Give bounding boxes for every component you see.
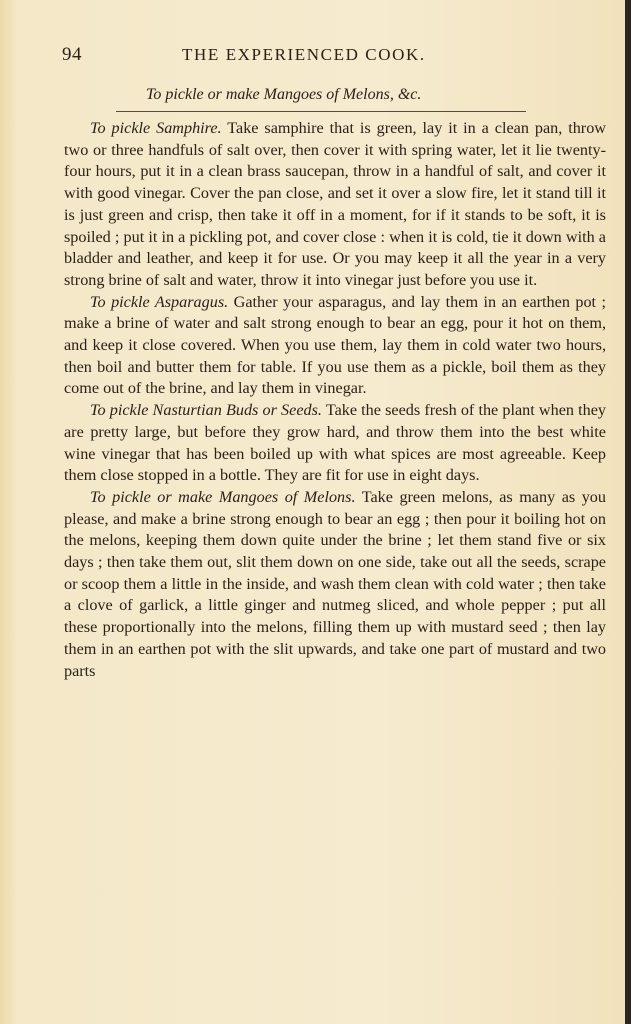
recipe-text: Take the seeds fresh of the plant when they are pretty large, but before they grow hard, and throw them into the best white wine vinegar that has been boiled up with what spices are most agreeable. Keep them close stopped in a bottle. They are fit for use in eight days. (64, 401, 606, 485)
subhead-rule (116, 111, 526, 112)
page-edge (625, 0, 631, 1024)
recipe-title: To pickle Nasturtian Buds or Seeds. (90, 401, 322, 420)
recipe-title: To pickle or make Mangoes of Melons. (90, 487, 356, 506)
section-subhead: To pickle or make Mangoes of Melons, &c. (146, 86, 422, 103)
paragraph-melons (64, 487, 606, 682)
recipe-title: To pickle Asparagus. (90, 292, 229, 311)
running-head: THE EXPERIENCED COOK. (182, 45, 426, 64)
paragraph-samphire (64, 118, 606, 292)
body-text (64, 118, 606, 682)
page-number: 94 (62, 44, 82, 65)
recipe-text: Take green melons, as many as you please, and make a brine strong enough to bear an egg ; then pour it boiling hot on the melons, keeping them down quite under the brine ; let them stand five or six days ; then take them out, slit them down on one side, take out all the seeds, scrape or scoop them a little in the inside, and wash them clean with cold water ; then take a clove of garlick, a little ginger and nutmeg sliced, and whole pepper ; put all these proportionally into the melons, filling them up with mustard seed ; then lay them in an earthen pot with the slit upwards, and take one part of mustard and two parts (64, 487, 606, 680)
recipe-title: To pickle Samphire. (90, 119, 222, 137)
recipe-text: Take samphire that is green, lay it in a clean pan, throw two or three handfuls of salt over, then cover it with spring water, let it lie twenty-four hours, put it in a clean brass saucepan, throw in a handful of salt, and cover it with good vinegar. Cover the pan close, and set it over a slow fire, let it stand till it is just green and crisp, then take it off in a moment, for if it stands to be soft, it is spoiled ; put it in a pickling pot, and cover close : when it is cold, tie it down with a bladder and leather, and keep it for use. Or you may keep it all the year in a very strong brine of salt and water, throw it into vinegar just before you use it. (64, 119, 606, 289)
recipe-text: Gather your asparagus, and lay them in an earthen pot ; make a brine of water and salt strong enough to bear an egg, pour it hot on them, and keep it close covered. When you use them, lay them in cold water two hours, then boil and butter them for table. If you use them as a pickle, boil them as they come out of the brine, and lay them in vinegar. (64, 292, 607, 398)
page-header (62, 44, 532, 70)
paragraph-nasturtian (64, 400, 606, 487)
paragraph-asparagus (64, 292, 606, 401)
